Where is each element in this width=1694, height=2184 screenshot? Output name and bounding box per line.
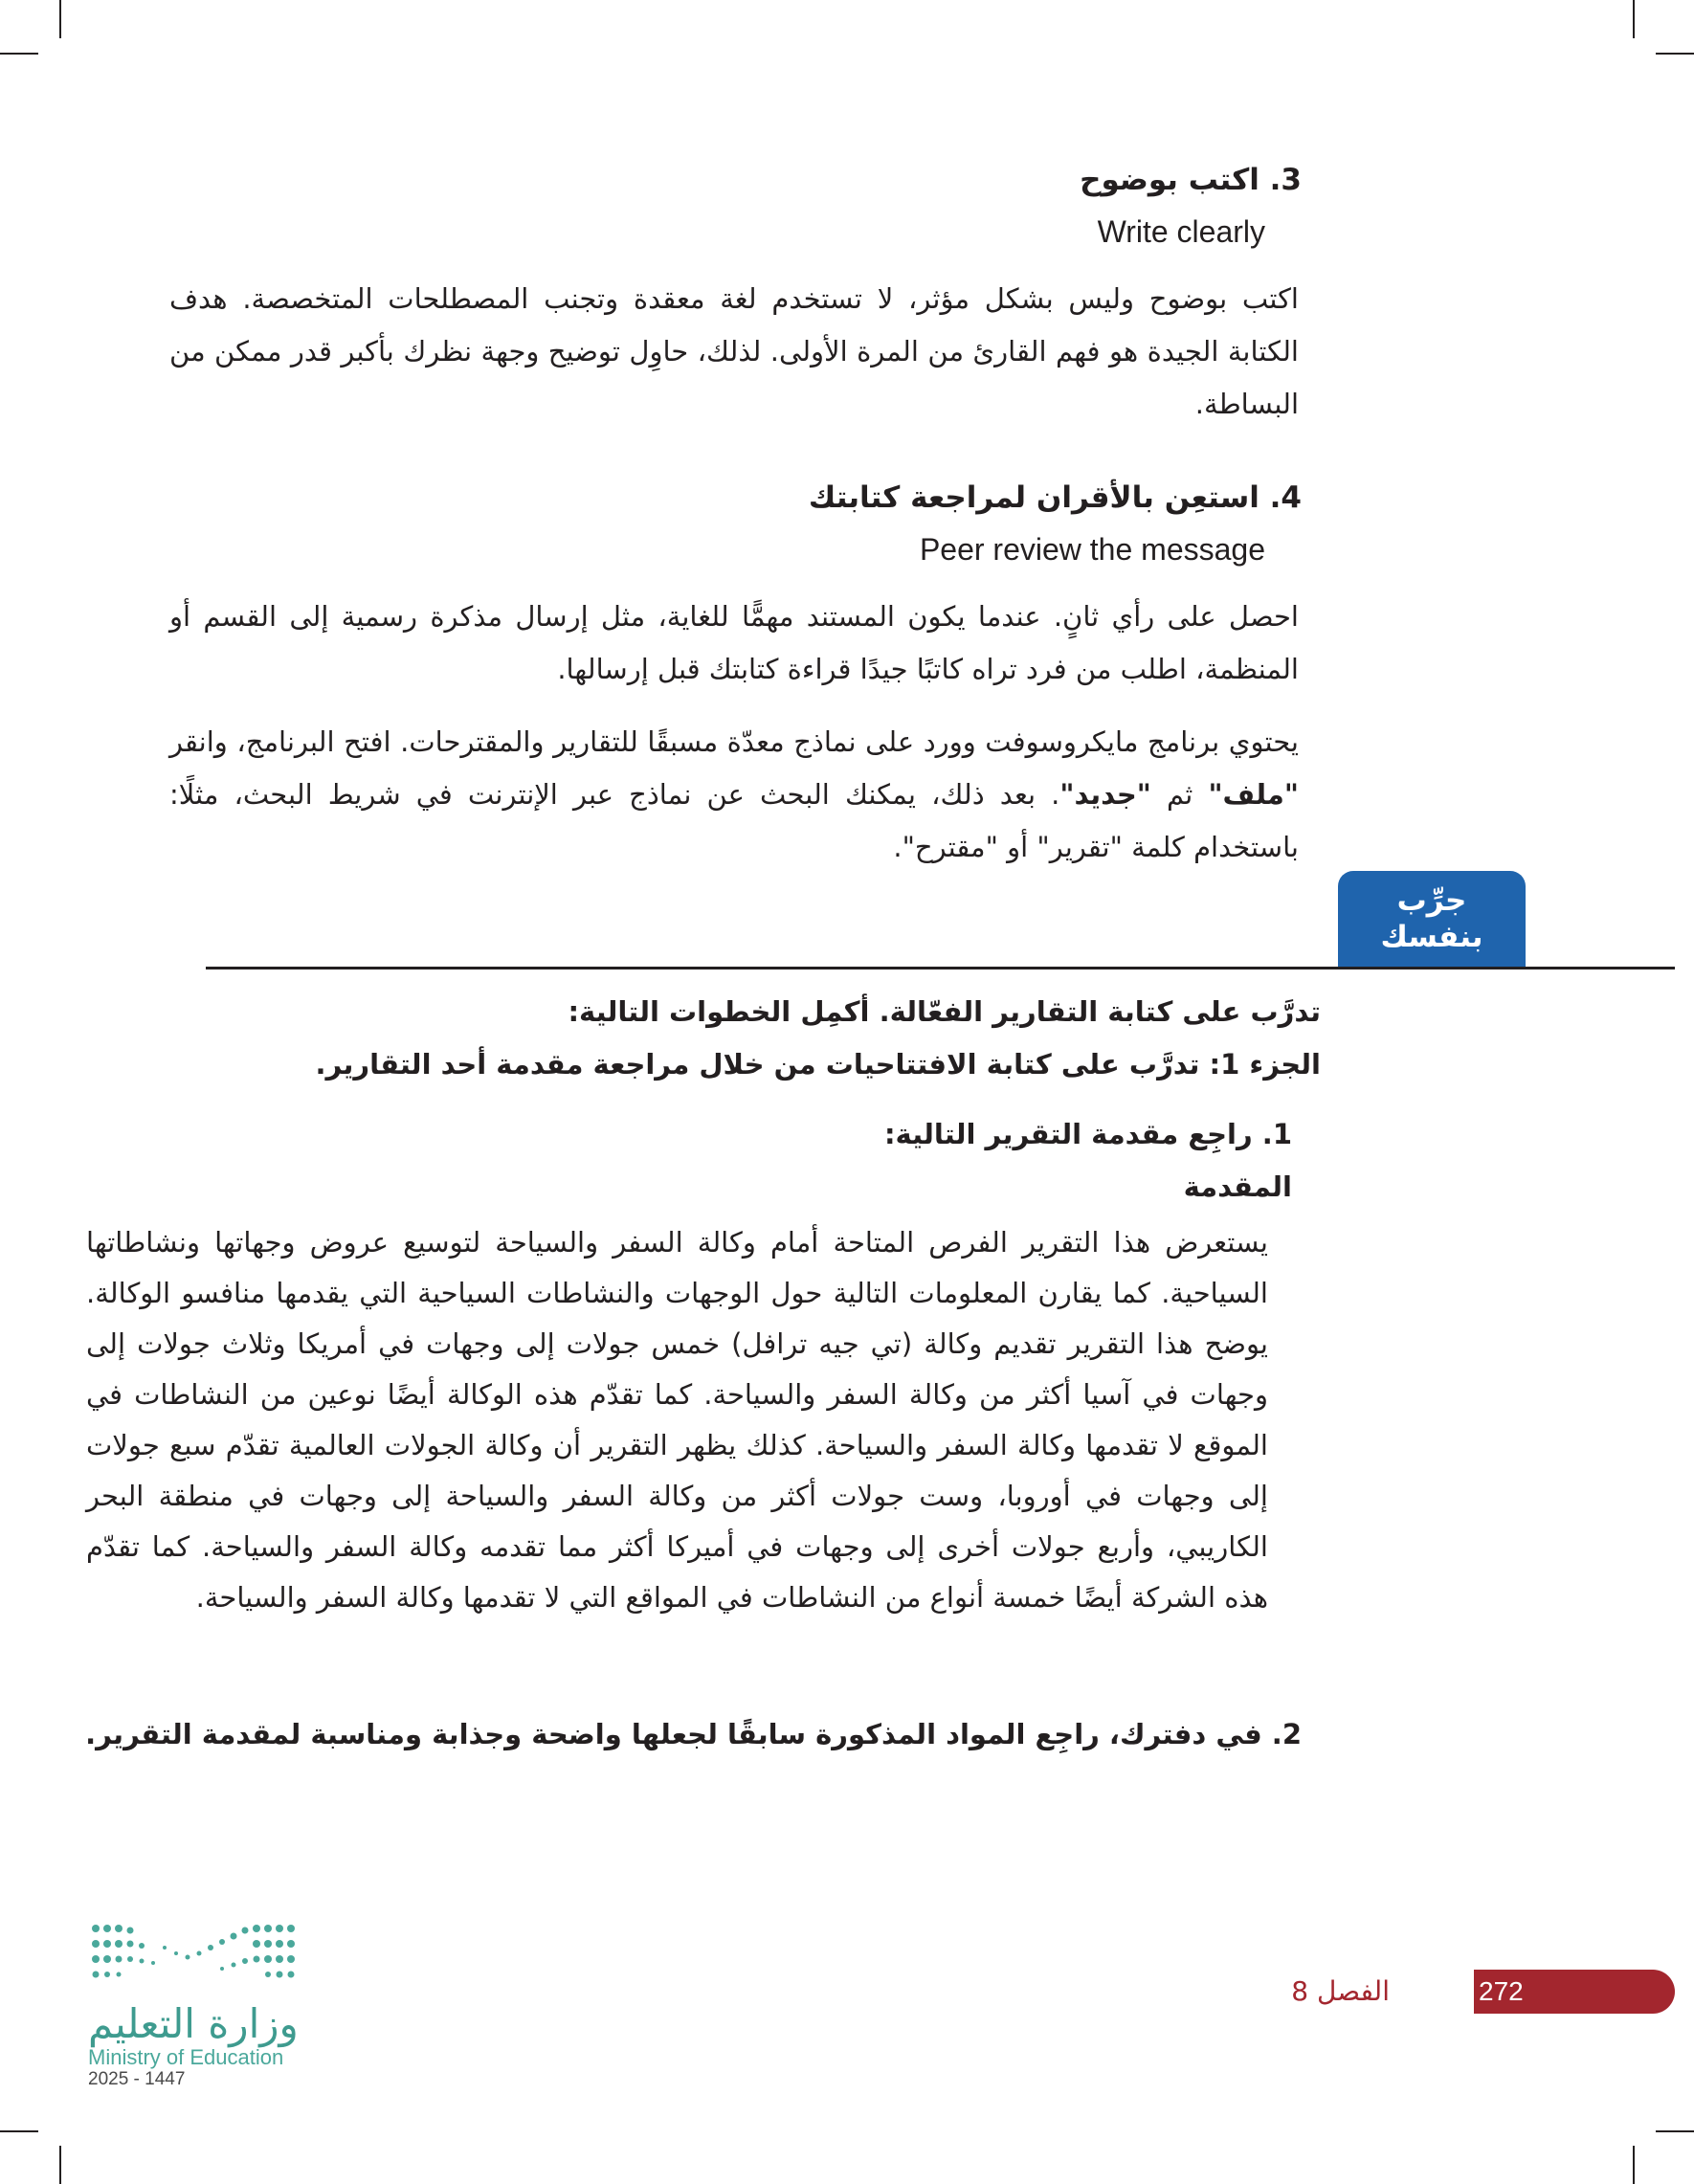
section-3-title: 3. اكتب بوضوح	[1080, 163, 1302, 197]
crop-mark	[0, 2130, 38, 2132]
word-templates-text-2: . بعد ذلك، يمكنك البحث عن نماذج عبر الإنترنت في شريط البحث، مثلًا: باستخدام كلمة "تقرير" أو "مقترح".	[169, 778, 1299, 863]
exercise-step-1: 1. راجِع مقدمة التقرير التالية:	[883, 1118, 1292, 1150]
word-templates-paragraph	[169, 716, 1299, 874]
section-4-title: 4. استعِن بالأقران لمراجعة كتابتك	[808, 480, 1302, 515]
try-yourself-line-1: جرِّب	[1396, 883, 1467, 918]
ministry-name-en: Ministry of Education	[88, 2045, 284, 2069]
exercise-step-2: 2. في دفترك، راجِع المواد المذكورة سابقًا لجعلها واضحة وجذابة ومناسبة لمقدمة التقرير.	[85, 1718, 1302, 1750]
ministry-name-ar: وزارة التعليم	[88, 2000, 299, 2047]
intro-body: يستعرض هذا التقرير الفرص المتاحة أمام وكالة السفر والسياحة لتوسيع عروض وجهاتها ونشاطاتها السياحية. كما يقارن المعلومات التالية حول الوجهات والنشاطات السياحية التي يقدمها منافسو الوكالة. يوضح هذا التقرير تقديم وكالة (تي جيه ترافل) خمس جولات إلى وجهات في أمريكا وثلاث جولات إلى وجهات في آسيا أكثر من وكالة السفر والسياحة. كما تقدّم هذه الوكالة أيضًا نوعين من النشاطات في الموقع لا تقدمها وكالة السفر والسياحة. كذلك يظهر التقرير أن وكالة الجولات العالمية تقدّم سبع جولات إلى وجهات في أوروبا، وست جولات أكثر من وكالة السفر والسياحة إلى وجهات في منطقة البحر الكاريبي، وأربع جولات أخرى إلى وجهات في أميركا أكثر مما تقدمه وكالة السفر والسياحة. كما تقدّم هذه الشركة أيضًا خمسة أنواع من النشاطات في المواقع التي لا تقدمها وكالة السفر والسياحة.	[86, 1226, 1268, 1614]
exercise-part-1-title: الجزء 1: تدرَّب على كتابة الافتتاحيات من خلال مراجعة مقدمة أحد التقارير.	[315, 1048, 1321, 1081]
try-yourself-tab	[1338, 871, 1526, 967]
section-divider	[206, 967, 1675, 969]
crop-mark	[1633, 2146, 1635, 2184]
crop-mark	[59, 0, 61, 38]
section-4-title-en: Peer review the message	[919, 532, 1265, 567]
menu-new-label: "جديد"	[1059, 778, 1151, 811]
section-4-body: احصل على رأي ثانٍ. عندما يكون المستند مهمًّا للغاية، مثل إرسال مذكرة رسمية إلى القسم أو المنظمة، اطلب من فرد تراه كاتبًا جيدًا قراءة كتابتك قبل إرسالها.	[169, 600, 1299, 685]
ministry-year: 2025 - 1447	[88, 2069, 186, 2089]
exercise-instruction: تدرَّب على كتابة التقارير الفعّالة. أكمِل الخطوات التالية:	[568, 995, 1321, 1028]
chapter-label: الفصل 8	[1291, 1975, 1390, 2007]
ministry-logo-icon	[88, 1919, 303, 1986]
word-templates-text-1: يحتوي برنامج مايكروسوفت وورد على نماذج معدّة مسبقًا للتقارير والمقترحات. افتح البرنامج، وانقر	[169, 725, 1299, 758]
crop-mark	[1656, 53, 1694, 55]
crop-mark	[1633, 0, 1635, 38]
menu-file-label: "ملف"	[1208, 778, 1299, 811]
crop-mark	[0, 53, 38, 55]
crop-mark	[59, 2146, 61, 2184]
section-3-title-en: Write clearly	[1097, 214, 1265, 249]
word-templates-then: ثم	[1150, 778, 1209, 811]
try-yourself-line-2: بنفسك	[1380, 920, 1483, 954]
section-3-body: اكتب بوضوح وليس بشكل مؤثر، لا تستخدم لغة معقدة وتجنب المصطلحات المتخصصة. هدف الكتابة الجيدة هو فهم القارئ من المرة الأولى. لذلك، حاوِل توضيح وجهة نظرك بأكبر قدر ممكن من البساطة.	[169, 282, 1299, 420]
intro-heading: المقدمة	[1183, 1170, 1292, 1203]
page-number: 272	[1479, 1976, 1524, 2006]
crop-mark	[1656, 2130, 1694, 2132]
